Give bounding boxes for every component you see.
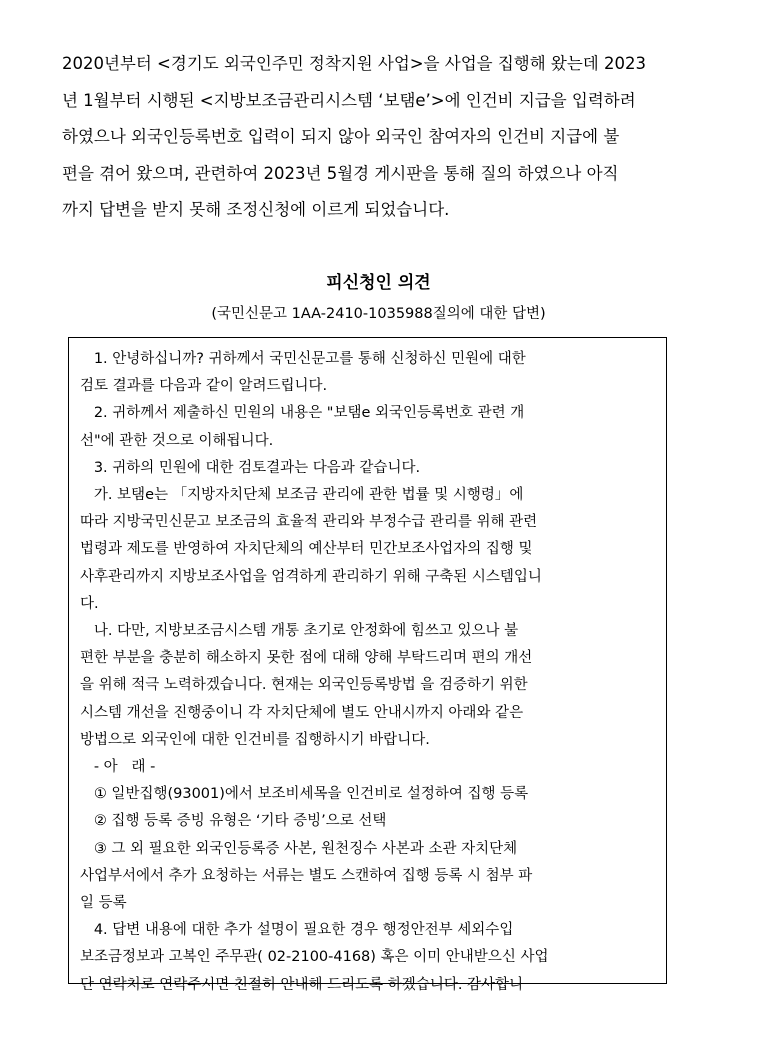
answer-line: 방법으로 외국인에 대한 인건비를 집행하시기 바랍니다. (80, 731, 430, 748)
answer-line: 나. 다만, 지방보조금시스템 개통 초기로 안정화에 힘쓰고 있으나 불 (80, 623, 519, 640)
answer-line: 사후관리까지 지방보조사업을 엄격하게 관리하기 위해 구축된 시스템입니 (80, 568, 542, 585)
answer-line: 검토 결과를 다음과 같이 알려드립니다. (80, 378, 328, 395)
complaint-line: 2020년부터 <경기도 외국인주민 정착지원 사업>을 사업을 집행해 왔는데 2023 (62, 54, 646, 73)
answer-line: 시스템 개선을 진행중이니 각 자치단체에 별도 안내시까지 아래와 같은 (80, 704, 524, 721)
complaint-line: 하였으나 외국인등록번호 입력이 되지 않아 외국인 참여자의 인건비 지급에 불 (62, 127, 620, 146)
answer-line: ① 일반집행(93001)에서 보조비세목을 인건비로 설정하여 집행 등록 (80, 786, 529, 803)
answer-line: 3. 귀하의 민원에 대한 검토결과는 다음과 같습니다. (80, 459, 421, 476)
answer-line: 단 연락처로 연락주시면 친절히 안내해 드리도록 하겠습니다. 감사합니 (80, 976, 524, 993)
answer-box (68, 337, 667, 993)
answer-line: 을 위해 적극 노력하겠습니다. 현재는 외국인등록방법 을 검증하기 위한 (80, 677, 528, 694)
answer-line: 가. 보탬e는 「지방자치단체 보조금 관리에 관한 법률 및 시행령」에 (80, 487, 524, 504)
answer-line: - 아 래 - (80, 759, 156, 776)
answer-line: ③ 그 외 필요한 외국인등록증 사본, 원천징수 사본과 소관 자치단체 (80, 840, 518, 857)
complaint-paragraph (62, 46, 708, 229)
answer-line: 보조금정보과 고복인 주무관( 02-2100-4168) 혹은 이미 안내받으신 사업 (80, 949, 549, 966)
answer-line: 다. (80, 595, 99, 612)
answer-line: 선"에 관한 것으로 이해됩니다. (80, 432, 274, 449)
answer-line: 따라 지방국민신문고 보조금의 효율적 관리와 부정수급 관리를 위해 관련 (80, 514, 538, 531)
answer-line: ② 집행 등록 증빙 유형은 ‘기타 증빙’으로 선택 (80, 813, 387, 830)
respondent-opinion-heading: 피신청인 의견 (326, 273, 431, 293)
complaint-line: 편을 겪어 왔으며, 관련하여 2023년 5월경 게시판을 통해 질의 하였으나 아직 (62, 163, 619, 183)
answer-line: 일 등록 (80, 895, 127, 912)
answer-line: 4. 답변 내용에 대한 추가 설명이 필요한 경우 행정안전부 세외수입 (80, 922, 514, 939)
answer-line: 법령과 제도를 반영하여 자치단체의 예산부터 민간보조사업자의 집행 및 (80, 541, 533, 558)
answer-line: 사업부서에서 추가 요청하는 서류는 별도 스캔하여 집행 등록 시 첨부 파 (80, 867, 533, 884)
respondent-opinion-subheading: (국민신문고 1AA-2410-1035988질의에 대한 답변) (211, 306, 546, 322)
complaint-line: 까지 답변을 받지 못해 조정신청에 이르게 되었습니다. (62, 200, 450, 219)
complaint-line: 년 1월부터 시행된 <지방보조금관리시스템 ‘보탬e’>에 인건비 지급을 입력하려 (62, 90, 636, 110)
answer-line: 2. 귀하께서 제출하신 민원의 내용은 "보탬e 외국인등록번호 관련 개 (80, 405, 525, 422)
answer-line: 편한 부분을 충분히 해소하지 못한 점에 대해 양해 부탁드리며 편의 개선 (80, 650, 533, 667)
answer-line: 1. 안녕하십니까? 귀하께서 국민신문고를 통해 신청하신 민원에 대한 (80, 351, 526, 367)
